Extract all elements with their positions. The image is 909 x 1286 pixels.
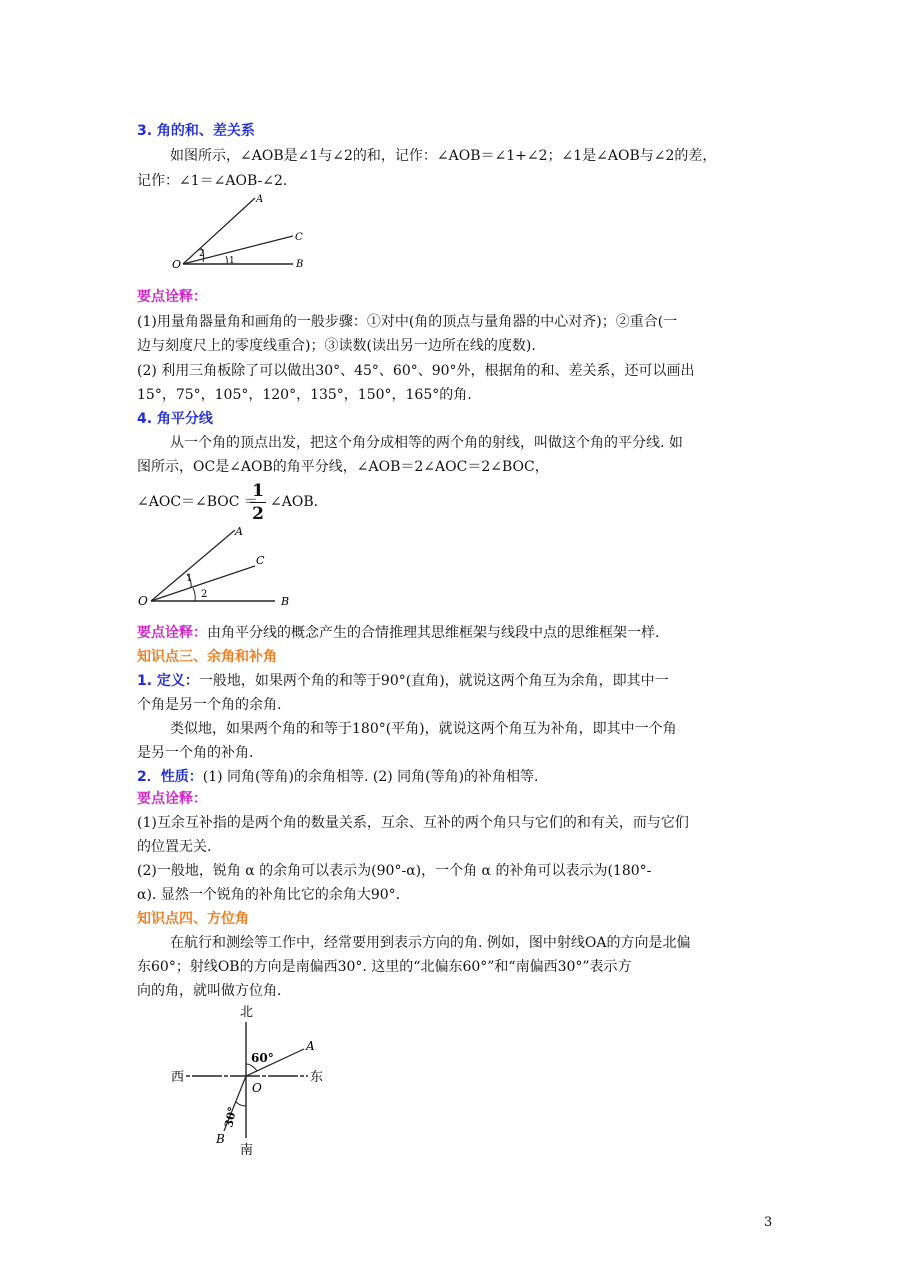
section-3-line-2: 记作：∠1＝∠AOB-∠2. xyxy=(137,173,288,189)
fig1-angle-2: 2 xyxy=(199,249,205,259)
note-2 xyxy=(137,624,659,642)
section-4-title: 4. 角平分线 xyxy=(137,411,213,427)
section-4-line-1: 从一个角的顶点出发，把这个角分成相等的两个角的射线，叫做这个角的平分线. 如 xyxy=(170,435,683,451)
k3-definition-label: 1. 定义： xyxy=(137,673,199,689)
fig2-label-a: A xyxy=(235,525,243,538)
k3-property-text: (1) 同角(等角)的余角相等. (2) 同角(等角)的补角相等. xyxy=(202,769,539,785)
angle-bisector-figure xyxy=(135,522,300,610)
fig3-label-b: B xyxy=(216,1132,225,1146)
page-number: 3 xyxy=(764,1215,773,1230)
k3-definition-line-3: 类似地，如果两个角的和等于180°(平角)，就说这两个角互为补角，即其中一个角 xyxy=(170,721,677,737)
k3-definition-line-1 xyxy=(137,672,669,690)
bearing-angle-figure xyxy=(168,1000,338,1162)
fig2-angle-1: 1 xyxy=(186,573,193,584)
note-1-line-1: (1)用量角器量角和画角的一般步骤：①对中(角的顶点与量角器的中心对齐)；②重合(一 xyxy=(137,314,678,330)
angle-sum-figure xyxy=(165,188,325,273)
note-2-text: 由角平分线的概念产生的合情推理其思维框架与线段中点的思维框架一样. xyxy=(207,625,660,641)
fig1-label-c: C xyxy=(295,232,303,243)
k3-note-title: 要点诠释： xyxy=(137,791,207,807)
fig2-label-o: O xyxy=(138,594,148,608)
k3-property-label: 2．性质： xyxy=(137,769,203,785)
k3-definition-line-2: 个角是另一个角的余角. xyxy=(137,697,282,713)
note-1-title: 要点诠释： xyxy=(137,289,207,305)
knowledge-3-title: 知识点三、余角和补角 xyxy=(137,649,277,665)
fig1-label-o: O xyxy=(172,258,182,271)
k3-definition-line-4: 是另一个角的补角. xyxy=(137,745,254,761)
fig2-angle-2: 2 xyxy=(201,589,208,600)
fig3-north-label: 北 xyxy=(240,1005,254,1020)
fig3-label-a: A xyxy=(306,1039,315,1053)
fraction-denominator: 2 xyxy=(252,504,264,524)
k3-note-line-4: α). 显然一个锐角的补角比它的余角大90°. xyxy=(137,887,401,903)
note-2-title: 要点诠释： xyxy=(137,625,207,641)
fig1-label-a: A xyxy=(256,194,264,205)
fraction-numerator: 1 xyxy=(252,481,264,501)
note-1-line-4: 15°，75°，105°，120°，135°，150°，165°的角. xyxy=(137,387,472,403)
k3-property-line xyxy=(137,768,539,786)
k4-line-2: 东60°；射线OB的方向是南偏西30°. 这里的“北偏东60°”和“南偏西30°”表示方 xyxy=(137,959,632,975)
note-1-line-3: (2) 利用三角板除了可以做出30°、45°、60°、90°外，根据角的和、差关系，还可以画出 xyxy=(137,363,695,379)
knowledge-4-title: 知识点四、方位角 xyxy=(137,911,249,927)
fig1-angle-1: 1 xyxy=(229,256,235,266)
section-3-title: 3. 角的和、差关系 xyxy=(137,123,255,139)
note-1-line-2: 边与刻度尺上的零度线重合)；③读数(读出另一边所在线的度数). xyxy=(137,338,536,354)
fig3-angle-30: 30° xyxy=(222,1105,240,1129)
k4-line-3: 向的角，就叫做方位角. xyxy=(137,983,282,999)
one-half-fraction xyxy=(250,481,266,524)
fig3-label-o: O xyxy=(252,1081,262,1095)
fig1-label-b: B xyxy=(296,259,304,270)
fig2-label-b: B xyxy=(281,595,290,608)
k4-line-1: 在航行和测绘等工作中，经常要用到表示方向的角. 例如，图中射线OA的方向是北偏 xyxy=(170,935,691,951)
section-4-line-2: 图所示，OC是∠AOB的角平分线，∠AOB＝2∠AOC＝2∠BOC， xyxy=(137,459,549,475)
section-4-line-3a: ∠AOC＝∠BOC ＝ xyxy=(137,494,258,510)
fig3-east-label: 东 xyxy=(310,1070,324,1085)
k3-note-line-1: (1)互余互补指的是两个角的数量关系，互余、互补的两个角只与它们的和有关，而与它们 xyxy=(137,815,689,831)
section-4-line-3b: ∠AOB. xyxy=(270,494,319,510)
fig3-south-label: 南 xyxy=(240,1143,254,1158)
fig2-label-c: C xyxy=(256,554,265,567)
fig3-angle-60: 60° xyxy=(251,1051,274,1065)
k3-note-line-2: 的位置无关. xyxy=(137,839,212,855)
fig3-west-label: 西 xyxy=(171,1070,185,1085)
section-3-line-1: 如图所示，∠AOB是∠1与∠2的和，记作：∠AOB＝∠1+∠2；∠1是∠AOB与∠2的差， xyxy=(170,148,717,164)
k3-definition-text: 一般地，如果两个角的和等于90°(直角)，就说这两个角互为余角，即其中一 xyxy=(198,673,669,689)
k3-note-line-3: (2)一般地，锐角 α 的余角可以表示为(90°-α)，一个角 α 的补角可以表示为(180°- xyxy=(137,863,652,879)
